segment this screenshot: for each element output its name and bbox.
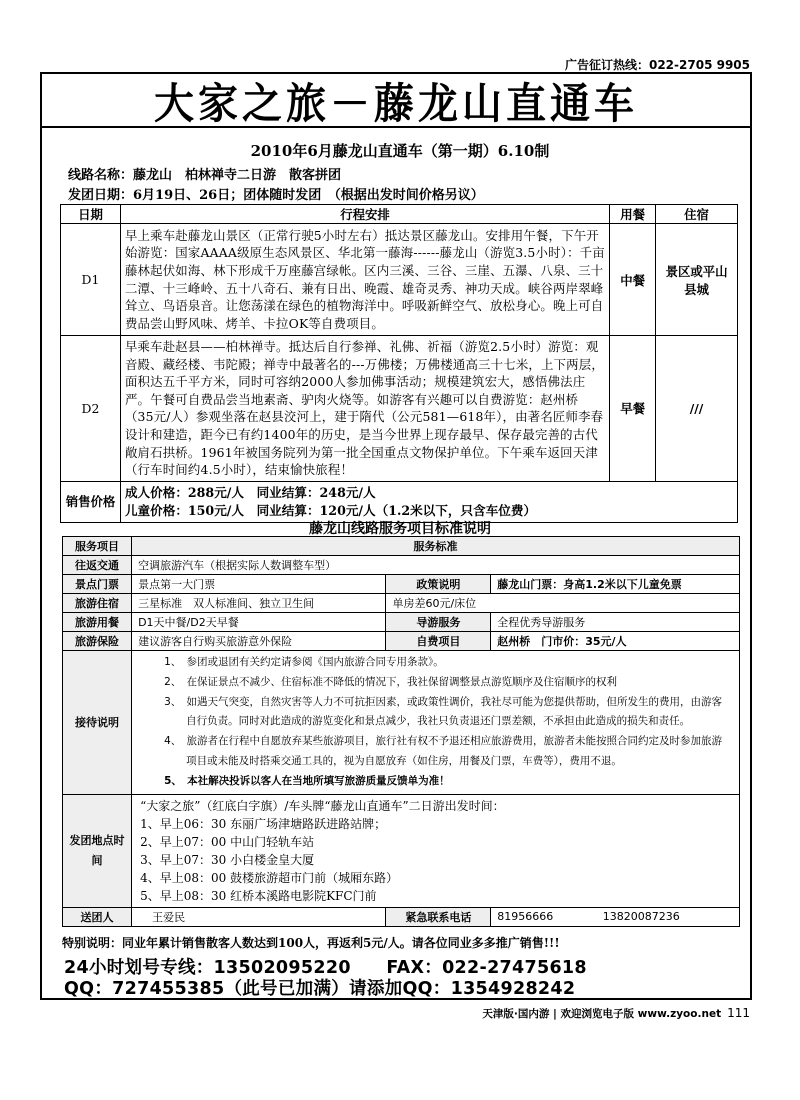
day-label: D1 (61, 224, 121, 336)
departure-item: 2、早上07：00 中山门轻轨车站 (140, 834, 315, 849)
ad-hotline: 广告征订热线：022-2705 9905 (564, 58, 750, 72)
service-header-row (63, 537, 740, 556)
service-label: 自费项目 (386, 632, 491, 651)
adult-price: 成人价格：288元/人 同业结算：248元/人 (124, 484, 376, 500)
service-label: 政策说明 (386, 575, 491, 594)
service-header-item: 服务项目 (63, 537, 132, 556)
day-stay: /// (656, 336, 738, 482)
header-day: 日期 (61, 205, 121, 224)
service-label: 发团地点时间 (63, 794, 132, 907)
departure-item: 1、早上06：30 东丽广场津塘路跃进路站牌； (140, 816, 387, 831)
service-table (62, 536, 740, 927)
service-label: 接待说明 (63, 651, 132, 795)
title-banner (40, 72, 752, 128)
service-value: 藤龙山门票：身高1.2米以下儿童免票 (491, 575, 740, 594)
service-title: 藤龙山线路服务项目标准说明 (309, 521, 491, 537)
service-value: 空调旅游汽车（根据实际人数调整车型） (132, 556, 740, 575)
banner-title: 大家之旅－藤龙山直通车 (154, 78, 638, 128)
route-name: 线路名称：藤龙山 柏林禅寺二日游 散客拼团 (68, 168, 342, 183)
service-value: 建议游客自行购买旅游意外保险 (132, 632, 386, 651)
service-value: 景点第一大门票 (132, 575, 386, 594)
service-row-insurance (63, 632, 740, 651)
itinerary-table (60, 204, 738, 523)
service-value: 赵州桥 门市价：35元/人 (491, 632, 740, 651)
term-item: 4、 旅游者在行程中自愿放弃某些旅游项目，旅行社有权不予退还相应旅游费用，旅游者未能按照合同约定及时参加旅游项目或未能及时搭乘交通工具的，视为自愿放弃（如住房，用餐及门票，车费等），费用不退。 (164, 735, 723, 767)
service-row-ticket (63, 575, 740, 594)
page-title: 2010年6月藤龙山直通车（第一期）6.10制 (250, 142, 550, 160)
service-row-transport (63, 556, 740, 575)
service-row-terms (63, 651, 740, 795)
day-label: D2 (61, 336, 121, 482)
service-value: 单房差60元/床位 (386, 594, 740, 613)
service-label: 送团人 (63, 907, 132, 926)
service-row-contact (63, 907, 740, 926)
service-row-meal (63, 613, 740, 632)
departure-item: 3、早上07：30 小白楼金皇大厦 (140, 852, 315, 867)
service-value: 全程优秀导游服务 (491, 613, 740, 632)
child-price: 儿童价格：150元/人 同业结算：120元/人（1.2米以下，只含车位费） (124, 502, 537, 518)
qq-contact: QQ：727455385（此号已加满）请添加QQ：1354928242 (64, 979, 576, 999)
term-item: 5、 本社解决投诉以客人在当地所填写旅游质量反馈单为准！ (164, 774, 450, 787)
footer-text: 天津版·国内游 | 欢迎浏览电子版 www.zyoo.net (482, 1008, 722, 1020)
price-row (61, 481, 738, 522)
service-value: 三星标准 双人标准间、独立卫生间 (132, 594, 386, 613)
term-item: 2、 在保证景点不减少、住宿标准不降低的情况下，我社保留调整景点游览顺序及住宿顺序的权利 (164, 675, 618, 688)
departure-item: “大家之旅”（红底白字旗）/车头牌“藤龙山直通车”二日游出发时间： (140, 798, 505, 813)
service-value: D1天中餐/D2天早餐 (132, 613, 386, 632)
hotline-fax: 24小时划号专线：13502095220 FAX：022-27475618 (64, 958, 587, 978)
departure-item: 4、早上08：00 鼓楼旅游超市门前（城厢东路） (140, 870, 399, 885)
header-itinerary: 行程安排 (120, 205, 609, 224)
departure-dates: 发团日期：6月19日、26日；团体随时发团 （根据出发时间价格另议） (68, 188, 484, 203)
day-stay: 景区或平山县城 (656, 224, 738, 336)
service-value: 王爱民 (132, 907, 386, 926)
special-note: 特别说明：同业年累计销售散客人数达到100人，再返利5元/人。请各位同业多多推广销售!!! (62, 936, 560, 950)
page-number: 111 (727, 1006, 750, 1020)
itinerary-header-row (61, 205, 738, 224)
day-meal: 早餐 (610, 336, 656, 482)
service-label: 往返交通 (63, 556, 132, 575)
page-footer (482, 1006, 750, 1021)
itinerary-row-d1 (61, 224, 738, 336)
itinerary-row-d2 (61, 336, 738, 482)
service-label: 紧急联系电话 (386, 907, 491, 926)
emergency-phone-1: 81956666 (497, 910, 554, 924)
day-meal: 中餐 (610, 224, 656, 336)
service-row-stay (63, 594, 740, 613)
service-label: 旅游住宿 (63, 594, 132, 613)
term-item: 1、 参团或退团有关约定请参阅《国内旅游合同专用条款》。 (164, 656, 444, 668)
price-label: 销售价格 (61, 481, 121, 522)
service-row-departure (63, 794, 740, 907)
day-itinerary: 早上乘车赴藤龙山景区（正常行驶5小时左右）抵达景区藤龙山。安排用午餐，下午开始游览：国家AAAA级原生态风景区、华北第一藤海------藤龙山（游览3.5小时）：千亩藤林起伏如海、林下形成千万座藤宫绿帐。区内三溪、三谷、三崖、五瀑、八泉、三十二潭、十三峰岭、五十八奇石、兼有日出、晚霞、雄奇灵秀、神功天成。峡谷两岸翠峰耸立、鸟语泉音。让您荡漾在绿色的植物海洋中。呼吸新鲜空气、放松身心。晚上可自费品尝山野风味、烤羊、卡拉OK等自费项目。 (120, 224, 609, 336)
header-stay: 住宿 (656, 205, 738, 224)
day-itinerary: 早乘车赴赵县——柏林禅寺。抵达后自行参禅、礼佛、祈福（游览2.5小时）游览：观音殿、藏经楼、韦陀殿；禅寺中最著名的---万佛楼；万佛楼通高三十七米，上下两层，面积达五千平方米，同时可容纳2000人参加佛事活动；规模建筑宏大，感悟佛法庄严。午餐可自费品尝当地素斋、驴肉火烧等。如游客有兴趣可以自费游览：赵州桥（35元/人）参观坐落在赵县洨河上，建于隋代（公元581—618年），由著名匠师李春设计和建造，距今已有约1400年的历史，是当今世界上现存最早、保存最完善的古代敞肩石拱桥。1961年被国务院列为第一批全国重点文物保护单位。下午乘车返回天津（行车时间约4.5小时），结束愉快旅程！ (120, 336, 609, 482)
service-label: 旅游保险 (63, 632, 132, 651)
service-label: 导游服务 (386, 613, 491, 632)
service-label: 旅游用餐 (63, 613, 132, 632)
header-meal: 用餐 (610, 205, 656, 224)
emergency-phone-2: 13820087236 (602, 910, 680, 924)
term-item: 3、 如遇天气突变，自然灾害等人力不可抗拒因素，或政策性调价，我社尽可能为您提供帮助，但所发生的费用，由游客自行负责。同时对此造成的游览变化和景点减少，我社只负责退还门票差额，不承担由此造成的损失和责任。 (164, 695, 723, 728)
service-label: 景点门票 (63, 575, 132, 594)
departure-item: 5、早上08：30 红桥本溪路电影院KFC门前 (140, 888, 377, 903)
service-header-standard: 服务标准 (132, 537, 740, 556)
